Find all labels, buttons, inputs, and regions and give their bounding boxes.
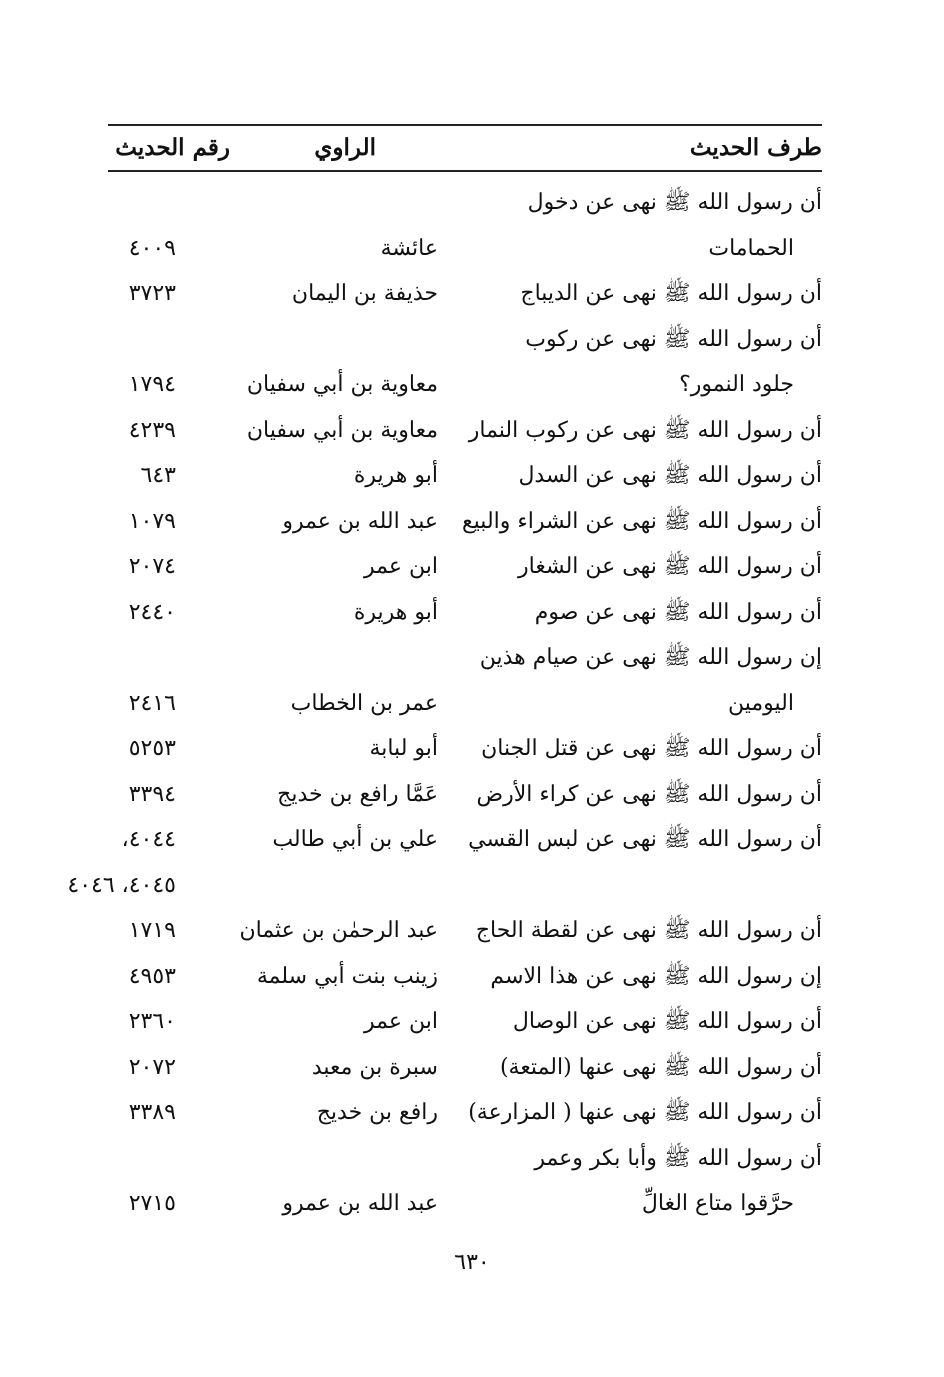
hadith-text: جلود النمور؟ (679, 372, 794, 397)
narrator-name: عبد الرحمٰن بن عثمان (239, 918, 438, 943)
table-row (0, 502, 944, 542)
table-row (0, 1048, 944, 1088)
hadith-number (26, 1139, 176, 1179)
table-row (0, 775, 944, 815)
hadith-number: ٤٩٥٣ (128, 963, 176, 989)
narrator-name: أبو هريرة (353, 463, 438, 488)
hadith-text: إن رسول الله ﷺ نهى عن هذا الاسم (490, 963, 822, 989)
hadith-number: ٢٤١٦ (128, 690, 176, 716)
header-hadith: طرف الحديث (689, 134, 822, 161)
narrator-name (178, 320, 438, 360)
narrator-name (178, 638, 438, 678)
narrator-name: أبو هريرة (353, 599, 438, 625)
table-row (0, 365, 944, 405)
hadith-text: أن رسول الله ﷺ نهى عن كراء الأرض (476, 781, 822, 807)
hadith-text: حرَّقوا متاع الغالِّ (641, 1191, 794, 1216)
hadith-text: أن رسول الله ﷺ نهى عن ركوب (525, 326, 822, 352)
hadith-number: ٦٤٣ (140, 463, 176, 488)
table-row (0, 638, 944, 678)
table-row (0, 411, 944, 451)
hadith-number: ٢٣٦٠ (128, 1009, 176, 1034)
table-row (0, 1184, 944, 1224)
narrator-name: ابن عمر (364, 554, 438, 579)
header-rule (108, 170, 822, 172)
table-row (0, 320, 944, 360)
table-row (0, 820, 944, 860)
table-row (0, 456, 944, 496)
hadith-text: أن رسول الله ﷺ نهى عن صوم (534, 599, 822, 625)
hadith-number: ٥٢٥٣ (128, 736, 176, 761)
hadith-text: أن رسول الله ﷺ نهى عن لقطة الحاج (475, 918, 822, 943)
hadith-text: أن رسول الله ﷺ نهى عن الشغار (518, 554, 822, 579)
table-row (0, 1139, 944, 1179)
hadith-text: إن رسول الله ﷺ نهى عن صيام هذين (479, 645, 822, 670)
table-row (0, 229, 944, 269)
hadith-number: ٤٠٤٤، (121, 827, 176, 852)
table-row (0, 274, 944, 314)
hadith-number: ١٠٧٩ (128, 508, 176, 534)
hadith-text: أن رسول الله ﷺ نهى عنها ( المزارعة) (468, 1100, 822, 1125)
hadith-text: أن رسول الله ﷺ نهى عن الوصال (512, 1009, 822, 1034)
narrator-name: عبد الله بن عمرو (282, 508, 438, 534)
hadith-text: أن رسول الله ﷺ نهى عن دخول (527, 190, 822, 215)
hadith-number: ٢٤٤٠ (128, 599, 176, 625)
hadith-text: أن رسول الله ﷺ نهى عن ركوب النمار (468, 417, 822, 443)
hadith-number: ١٧٩٤ (128, 372, 176, 397)
header-hadith-number: رقم الحديث (115, 134, 230, 161)
hadith-number: ٢٧١٥ (128, 1191, 176, 1216)
narrator-name: معاوية بن أبي سفيان (246, 417, 438, 443)
hadith-text: اليومين (728, 690, 794, 716)
hadith-text: الحمامات (708, 235, 794, 261)
hadith-text (450, 866, 822, 906)
hadith-number: ٣٣٩٤ (128, 781, 176, 807)
hadith-number: ١٧١٩ (128, 918, 176, 943)
table-row (0, 911, 944, 951)
table-row (0, 1093, 944, 1133)
table-row (0, 866, 944, 906)
table-row (0, 729, 944, 769)
hadith-text: أن رسول الله ﷺ نهى عن السدل (518, 463, 822, 488)
table-row (0, 684, 944, 724)
hadith-number: ٢٠٧٤ (128, 554, 176, 579)
table-row (0, 1002, 944, 1042)
narrator-name: سبرة بن معبد (311, 1054, 438, 1080)
table-row (0, 547, 944, 587)
hadith-number: ٤٢٣٩ (128, 417, 176, 443)
hadith-number (26, 183, 176, 223)
header-narrator: الراوي (314, 134, 376, 161)
hadith-number (26, 638, 176, 678)
narrator-name: عبد الله بن عمرو (282, 1191, 438, 1216)
hadith-text: أن رسول الله ﷺ نهى عن قتل الجنان (481, 736, 822, 761)
hadith-number: ٤٠٤٥، ٤٠٤٦ (67, 872, 176, 898)
narrator-name: عمر بن الخطاب (290, 690, 438, 716)
table-row (0, 593, 944, 633)
table-row (0, 183, 944, 223)
narrator-name (178, 866, 438, 906)
narrator-name: رافع بن خديج (316, 1100, 438, 1125)
narrator-name: زينب بنت أبي سلمة (256, 963, 438, 989)
hadith-number (26, 320, 176, 360)
hadith-text: أن رسول الله ﷺ نهى عن الديباج (520, 281, 822, 306)
narrator-name: علي بن أبي طالب (272, 827, 438, 852)
hadith-text: أن رسول الله ﷺ نهى عن الشراء والبيع (461, 508, 822, 534)
hadith-text: أن رسول الله ﷺ وأبا بكر وعمر (534, 1145, 822, 1171)
hadith-number: ٤٠٠٩ (128, 235, 176, 261)
hadith-number: ٣٣٨٩ (128, 1100, 176, 1125)
table-row (0, 957, 944, 997)
narrator-name (178, 183, 438, 223)
hadith-number: ٣٧٢٣ (128, 281, 176, 306)
top-rule (108, 124, 822, 126)
hadith-number: ٢٠٧٢ (128, 1054, 176, 1080)
narrator-name: حذيفة بن اليمان (291, 281, 438, 306)
narrator-name: أبو لبابة (369, 736, 438, 761)
narrator-name: ابن عمر (364, 1009, 438, 1034)
narrator-name: معاوية بن أبي سفيان (246, 372, 438, 397)
narrator-name: عائشة (380, 235, 438, 261)
narrator-name: عَمَّا رافع بن خديج (277, 781, 438, 807)
hadith-text: أن رسول الله ﷺ نهى عن لبس القسي (468, 827, 822, 852)
narrator-name (178, 1139, 438, 1179)
page-number: ٦٣٠ (454, 1250, 490, 1275)
hadith-text: أن رسول الله ﷺ نهى عنها (المتعة) (499, 1054, 822, 1080)
